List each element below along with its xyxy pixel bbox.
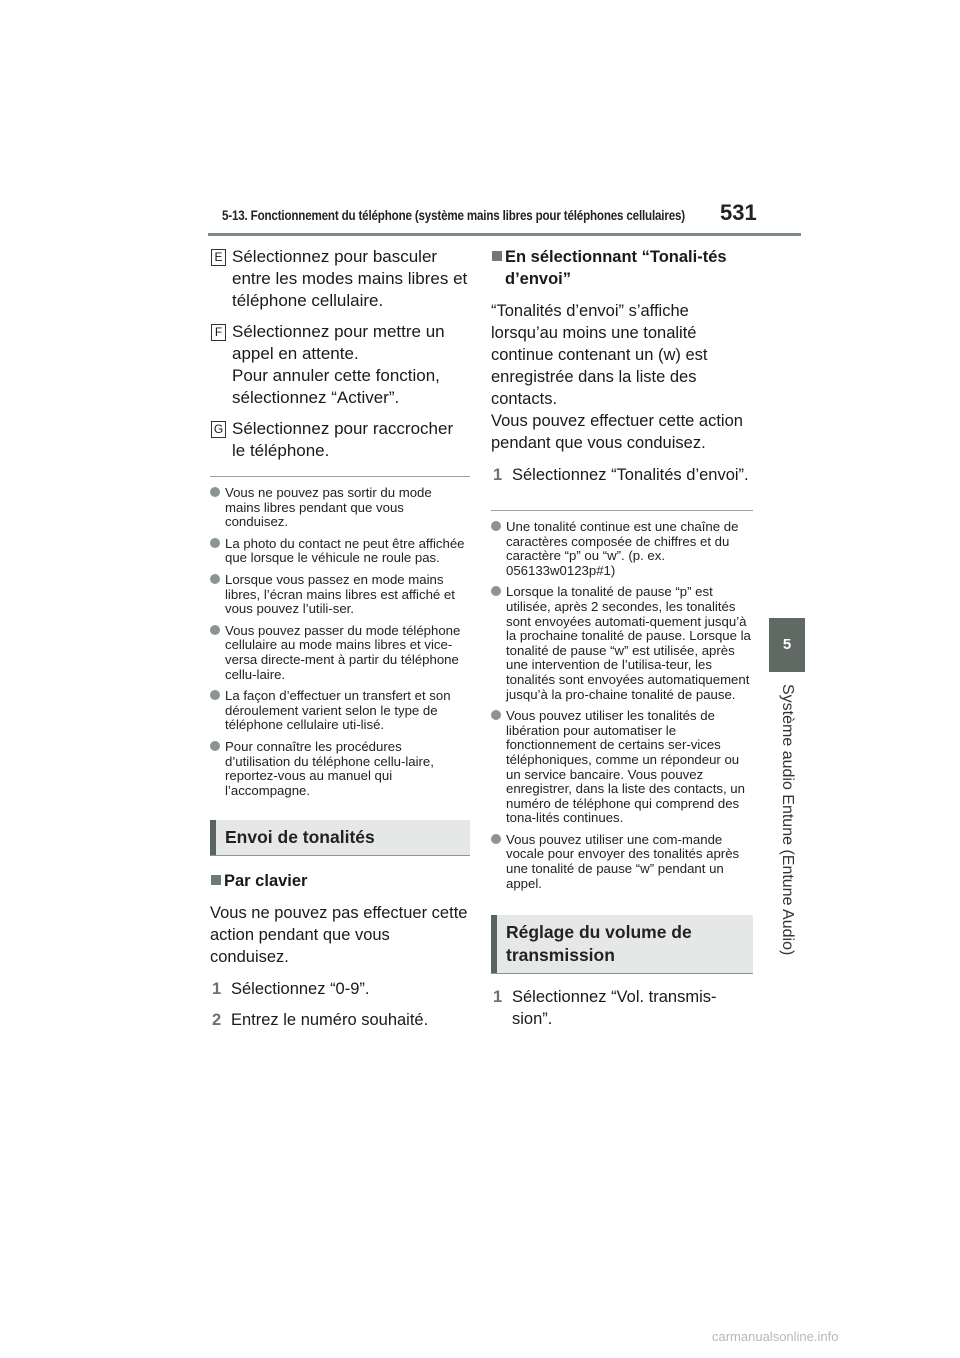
bullet-icon [491, 586, 501, 596]
step-item [491, 464, 753, 486]
note-item [210, 573, 470, 617]
lettered-item-text: Sélectionnez pour mettre un appel en attente. [232, 322, 445, 363]
step-number: 1 [493, 988, 503, 1007]
note-text: Vous pouvez utiliser les tonalités de libération pour automatiser le fonctionnement de certains ser-vices téléphoniques, comme un répondeur ou un service bancaire. Vous pouvez enregistrer, dans la liste des contacts, un numéro de téléphone qui comprend des tona-lités continues. [506, 708, 745, 826]
letter-box: E [211, 249, 226, 266]
note-text: La photo du contact ne peut être affichée que lorsque le véhicule ne roule pas. [225, 535, 465, 566]
note-text: La façon d’effectuer un transfert et son déroulement varient selon le type de téléphone cellulaire uti-lisé. [225, 688, 451, 733]
step-item [210, 978, 470, 1000]
lettered-item-text: Sélectionnez pour raccrocher le téléphone. [232, 419, 454, 460]
paragraph: Vous ne pouvez pas effectuer cette action pendant que vous conduisez. [210, 904, 468, 967]
notes-list [210, 486, 470, 798]
step-item [491, 986, 753, 1030]
note-text: Lorsque la tonalité de pause “p” est utilisée, après 2 secondes, les tonalités sont envoyées automati-quement jusqu’à la prochaine tonalité de pause. Lorsque la tonalité de pause “w” est utilisée, après une intervention de l’utilisa-teur, les tonalités sont envoyées automatiquement jusqu’à la pro-chaine tonalité de pause. [506, 584, 751, 702]
square-marker-icon [492, 251, 502, 261]
notes-divider [491, 510, 753, 511]
note-item [210, 689, 470, 733]
note-item [491, 585, 753, 702]
lettered-item-e [210, 246, 470, 312]
bullet-icon [210, 538, 220, 548]
note-item [210, 537, 470, 566]
step-number: 1 [493, 466, 503, 484]
lettered-item-text: Sélectionnez pour basculer entre les modes mains libres et téléphone cellulaire. [232, 247, 468, 310]
note-text: Lorsque vous passez en mode mains libres, l’écran mains libres est affiché et vous pouvez l’utili-ser. [225, 571, 455, 617]
sub-heading-tonalites-envoi [491, 246, 753, 290]
chapter-side-label-container [767, 684, 807, 994]
bullet-icon [210, 625, 220, 635]
note-text: Une tonalité continue est une chaîne de caractères composée de chiffres et du caractère “p” ou “w”. (p. ex. 056133w0123p#1) [506, 519, 739, 578]
paragraph: “Tonalités d’envoi” s’affiche lorsqu’au moins une tonalité continue contenant un (w) est enregistrée dans la liste des contacts. [491, 302, 708, 408]
left-column [210, 246, 470, 1040]
note-item [210, 624, 470, 682]
note-item [210, 740, 470, 798]
step-text: Sélectionnez “0-9”. [231, 980, 370, 999]
step-text: Entrez le numéro souhaité. [231, 1011, 429, 1030]
lettered-item-f [210, 321, 470, 409]
note-text: Vous ne pouvez pas sortir du mode mains libres pendant que vous conduisez. [225, 485, 432, 530]
section-underline [210, 855, 470, 856]
note-text: Vous pouvez passer du mode téléphone cellulaire au mode mains libres et vice-versa directe-ment à partir du téléphone cellu-laire. [225, 622, 461, 682]
chapter-tab: 5 [769, 618, 805, 672]
bullet-icon [210, 690, 220, 700]
paragraph: Vous pouvez effectuer cette action pendant que vous conduisez. [491, 412, 743, 452]
sub-heading-par-clavier [210, 870, 470, 892]
notes-divider [210, 476, 470, 477]
step-number: 1 [212, 980, 222, 999]
step-item [210, 1009, 470, 1031]
step-text: Sélectionnez “Tonalités d’envoi”. [512, 466, 749, 484]
page-number: 531 [720, 200, 757, 225]
step-number: 2 [212, 1011, 222, 1030]
bullet-icon [210, 741, 220, 751]
sub-heading-text: En sélectionnant “Tonali-tés d’envoi” [505, 248, 727, 288]
bullet-icon [210, 487, 220, 497]
section-heading-envoi-tonalites: Envoi de tonalités [210, 820, 470, 855]
note-item [210, 486, 470, 530]
bullet-icon [210, 574, 220, 584]
running-header-title: 5-13. Fonctionnement du téléphone (système mains libres pour téléphones cellulaires) [222, 208, 685, 223]
section-heading-reglage-volume: Réglage du volume de transmission [491, 915, 753, 973]
note-text: Vous pouvez utiliser une com-mande vocale pour envoyer des tonalités après une tonalité de pause “w” pendant un appel. [506, 831, 740, 891]
notes-list [491, 520, 753, 891]
square-marker-icon [211, 875, 221, 885]
note-item [491, 709, 753, 826]
bullet-icon [491, 710, 501, 720]
watermark: carmanualsonline.info [712, 1329, 839, 1344]
chapter-side-label: Système audio Entune (Entune Audio) [779, 684, 796, 956]
right-column [491, 246, 753, 1039]
lettered-item-text-continued: Pour annuler cette fonction, sélectionnez “Activer”. [232, 366, 440, 407]
sub-heading-text: Par clavier [224, 872, 308, 891]
bullet-icon [491, 521, 501, 531]
section-underline [491, 973, 753, 974]
note-item [491, 833, 753, 891]
step-text: Sélectionnez “Vol. transmis-sion”. [512, 988, 717, 1029]
letter-box: F [211, 324, 226, 341]
note-text: Pour connaître les procédures d’utilisation du téléphone cellu-laire, reportez-vous au manuel qui l’accompagne. [225, 738, 434, 798]
header-rule [208, 233, 801, 236]
letter-box: G [211, 421, 226, 438]
lettered-item-g [210, 418, 470, 462]
bullet-icon [491, 834, 501, 844]
note-item [491, 520, 753, 578]
